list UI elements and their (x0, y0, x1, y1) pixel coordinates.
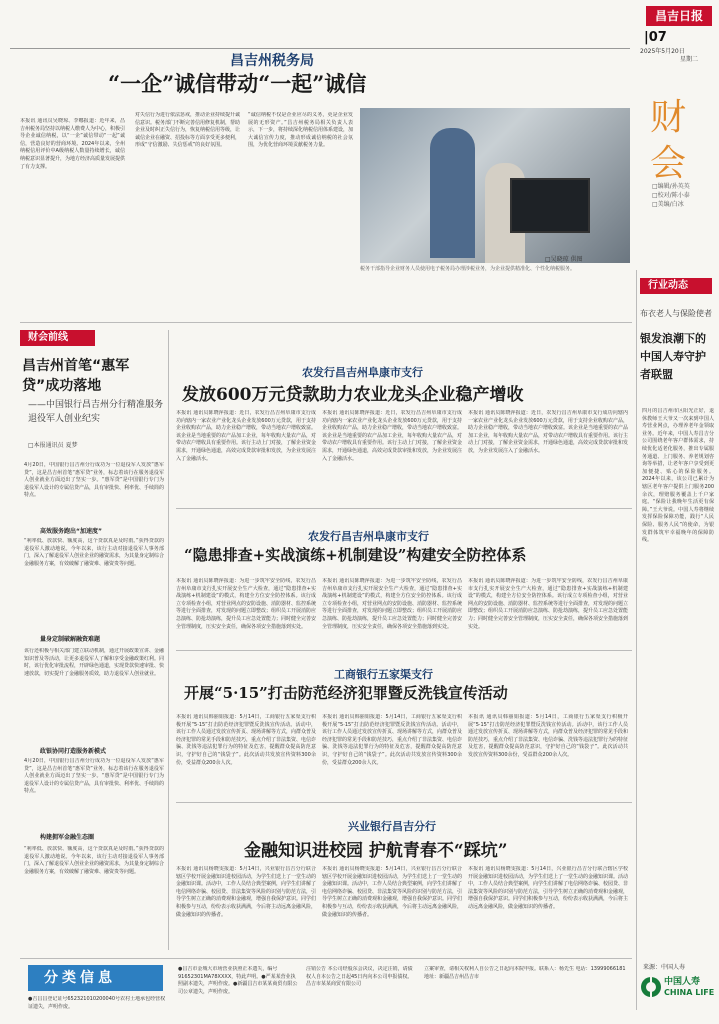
left-article-subtitle: ——中国银行昌吉州分行精准服务退役军人创业纪实 (28, 400, 164, 424)
top-article-source: 昌吉州税务局 (230, 53, 314, 69)
article4-col1: 本报讯 通讯员韩丽娟报道：5月14日，工商银行五家渠支行积极开展“5·15”打击防范经济犯罪暨反洗钱宣传活动。活动中，该行工作人员通过发放宣传折页、现场讲解等方式，向群众普及经济犯罪的常见手段和防范技巧，重点介绍了非法集资、电信诈骗、洗钱等违法犯罪行为的特征及危害，提醒群众提高防范意识，守护好自己的“钱袋子”。此次活动共发放宣传资料300余份，受益群众200余人次。 (176, 714, 316, 766)
issue-weekday: 星期二 (680, 56, 699, 63)
photo-person-standing (430, 128, 475, 258)
left-article-body2: “利率低、放款快、额度高，这个贷款真是及时雨。”获得贷款的退役军人激动地说。今年以来，该行主动对接退役军人事务部门，深入了解退役军人创业企业的融资需求，为其量身定制综合金融服务方案，有效破解了融资难、融资贵等问题。 (24, 538, 164, 567)
divider (176, 650, 632, 651)
china-life-logo (640, 970, 716, 1012)
top-article-title: “一企”诚信带动“一起”诚信 (108, 71, 367, 96)
classified-col2: ●昌吉市金城大市场营业执照正本遗失，编号91652301MA78XXXX，特此声明。●严某某营业执照副本遗失，声明作废。●新疆昌吉市某某商贸有限公司公章遗失，声明作废。 (178, 966, 298, 995)
article3-col3: 本报讯 通讯员陈晓萍报道：为进一步筑牢安全防线，农发行昌吉州阜康市支行扎实开展安全生产大检查，通过“隐患排查+实战演练+机制建设”的模式，构建全方位安全防控体系。该行成立专项检查小组，对营业网点的安防设施、消防器材、监控系统等进行全面排查，对发现的问题立即整改；组织员工开展消防应急演练、防抢劫演练，提升员工应急处置能力；同时健全完善安全管理制度，压实安全责任，确保各项安全措施落到实处。 (468, 578, 628, 630)
article5-col2: 本报讯 通讯员杨晓雯报道：5月14日，兴业银行昌吉分行联合辖区学校开展金融知识进校园活动，为学生们送上了一堂生动的金融知识课。活动中，工作人员结合典型案例，向学生们讲解了电信网络诈骗、校园贷、非法集资等风险的识别与防范方法，引导学生树立正确的消费观和金融观，增强自我保护意识。同学们积极参与互动，纷纷表示收获满满，今后将主动远离金融风险，做金融知识的传播者。 (322, 866, 462, 918)
article3-source: 农发行昌吉州阜康市支行 (308, 530, 429, 543)
article5-title: 金融知识进校园 护航青春不“踩坑” (244, 841, 508, 861)
top-article-photo (360, 108, 630, 263)
article4-title: 开展“5·15”打击防范经济犯罪暨反洗钱宣传活动 (184, 684, 508, 702)
left-article-head2: 量身定制破解融资难题 (40, 636, 101, 643)
divider (20, 322, 632, 323)
article3-col2: 本报讯 通讯员陈晓萍报道：为进一步筑牢安全防线，农发行昌吉州阜康市支行扎实开展安全生产大检查，通过“隐患排查+实战演练+机制建设”的模式，构建全方位安全防控体系。该行成立专项检查小组，对营业网点的安防设施、消防器材、监控系统等进行全面排查，对发现的问题立即整改；组织员工开展消防应急演练、防抢劫演练，提升员工应急处置能力；同时健全完善安全管理制度，压实安全责任，确保各项安全措施落到实处。 (322, 578, 462, 630)
classified-col3: 注销公告 本公司经股东会决议，决定注销，请债权人自本公告之日起45日内向本公司申报债权。昌吉市某某商贸有限公司 (306, 966, 413, 987)
photo-caption: 税务干部指导企业财务人员使用电子税务局办理涉税业务，为企业提供精准化、个性化纳税服务。 (360, 266, 576, 272)
china-life-name-zh: 中国人寿 (664, 977, 701, 987)
left-article-body4: “利率低、放款快、额度高，这个贷款真是及时雨。”获得贷款的退役军人激动地说。今年以来，该行主动对接退役军人事务部门，深入了解退役军人创业企业的融资需求，为其量身定制综合金融服务方案，有效破解了融资难、融资贵等问题。 (24, 846, 164, 875)
header-rule (10, 48, 630, 49)
photo-monitor (510, 178, 590, 233)
right-article-source: 来源：中国人寿 (643, 964, 686, 971)
article2-col2: 本报讯 通讯员陈晓萍报道：近日，农发行昌吉州阜康市支行成功向辖内一家农业产业化龙头企业发放600万元贷款，用于支持企业收购农产品，助力企业稳产增收，带动当地农户增收致富。该企业是当地重要的农产品加工企业，每年收购大量农产品，对带动农户增收具有重要作用。该行主动上门对接，了解企业资金需求，开通绿色通道，高效完成贷款审批和发放，为企业发展注入了金融活水。 (322, 410, 462, 462)
left-article-body3b: 4月20日，中国银行昌吉州分行成功为一位退役军人发放“惠军贷”，这是昌吉州首笔“惠军贷”业务，标志着该行在服务退役军人创业就业方面迈出了坚实一步。“惠军贷”是中国银行专门为退役军人设计的专属信贷产品，具有审批快、利率优、手续简的特点。 (24, 758, 164, 795)
left-article-body3: 该行还积极与相关部门建立联动机制，通过开展政策宣讲、金融知识普及等活动，让更多退役军人了解和享受金融政策红利。同时，该行优化审批流程，开辟绿色通道，实现贷款快速审批、快速放款，切实提升了金融服务质效，助力退役军人创业就业。 (24, 648, 164, 677)
article4-col2: 本报讯 通讯员韩丽娟报道：5月14日，工商银行五家渠支行积极开展“5·15”打击防范经济犯罪暨反洗钱宣传活动。活动中，该行工作人员通过发放宣传折页、现场讲解等方式，向群众普及经济犯罪的常见手段和防范技巧，重点介绍了非法集资、电信诈骗、洗钱等违法犯罪行为的特征及危害，提醒群众提高防范意识，守护好自己的“钱袋子”。此次活动共发放宣传资料300余份，受益群众200余人次。 (322, 714, 462, 766)
top-article-col1: 本报讯 通讯员吴晓琼、李娜报道：近年来，昌吉州税务局坚持以纳税人缴费人为中心，积极引导企业诚信纳税，以“一企”诚信带动“一起”诚信，营造良好的营商环境。2024年以来，全州纳税信用评价中A级纳税人数量持续增长，诚信纳税意识显著提升，为地方经济高质量发展提供了有力支撑。 (20, 118, 125, 170)
newspaper-logo: 昌吉日报 (646, 6, 712, 26)
industry-news-tag: 行业动态 (640, 278, 712, 294)
page-number: |07 (644, 30, 667, 45)
left-article-byline: □本报通讯员 夏梦 (28, 442, 78, 449)
left-article-head1: 高效服务跑出“加速度” (40, 528, 102, 535)
article4-col3: 本报讯 通讯员韩丽娟报道：5月14日，工商银行五家渠支行积极开展“5·15”打击防范经济犯罪暨反洗钱宣传活动。活动中，该行工作人员通过发放宣传折页、现场讲解等方式，向群众普及经济犯罪的常见手段和防范技巧，重点介绍了非法集资、电信诈骗、洗钱等违法犯罪行为的特征及危害，提醒群众提高防范意识，守护好自己的“钱袋子”。此次活动共发放宣传资料300余份，受益群众200余人次。 (468, 714, 628, 758)
right-article-title: 银发浪潮下的中国人寿守护者联盟 (640, 332, 706, 381)
article5-col1: 本报讯 通讯员杨晓雯报道：5月14日，兴业银行昌吉分行联合辖区学校开展金融知识进校园活动，为学生们送上了一堂生动的金融知识课。活动中，工作人员结合典型案例，向学生们讲解了电信网络诈骗、校园贷、非法集资等风险的识别与防范方法，引导学生树立正确的消费观和金融观，增强自我保护意识。同学们积极参与互动，纷纷表示收获满满，今后将主动远离金融风险，做金融知识的传播者。 (176, 866, 316, 918)
top-article-col2: 对失信行为进行依法惩戒，推动企业持续提升诚信意识。税务部门不断完善信用修复机制，帮助企业及时纠正失信行为，恢复纳税信用等级，让诚信企业在融资、招投标等方面享受更多便利，形成“守信激励、失信惩戒”的良好氛围。 (135, 112, 240, 149)
classified-banner: 分类信息 (28, 965, 163, 991)
article5-source: 兴业银行昌吉分行 (348, 820, 436, 833)
top-article-col3: “诚信纳税不仅是企业应尽的义务，更是企业发展的无形资产。”昌吉州税务局相关负责人表示，下一步，将持续深化纳税信用体系建设，加大诚信宣传力度，推动形成诚信纳税的社会氛围，为优化营商环境贡献税务力量。 (248, 112, 353, 149)
divider (176, 802, 632, 803)
classified-col1: ●吉昌昌登记证号652321010200040号农村土地承包经营权证遗失，声明作废。 (28, 996, 166, 1010)
article2-source: 农发行昌吉州阜康市支行 (302, 366, 423, 379)
article2-title: 发放600万元贷款助力农业龙头企业稳产增收 (182, 385, 524, 405)
left-article-title: 昌吉州首笔“惠军贷”成功落地 (22, 358, 130, 394)
article4-source: 工商银行五家渠支行 (334, 668, 433, 681)
right-article-body: 四月的昌吉州市区阳光正好，退休教师王大爷又一次来到中国人寿营业网点，办理养老年金领取业务。近年来，中国人寿昌吉分公司围绕老年客户群体需求，持续优化适老化服务，推出专属服务通道、上门服务、养老规划咨询等举措，让老年客户享受到更加便捷、贴心的保险服务。2024年以来，该公司已累计为辖区老年客户提供上门服务200余次，理赔服务覆盖上千户家庭。“保险让我晚年生活更有保障。”王大爷说。中国人寿将继续发挥保险保障功能，践行“人民保险、服务人民”的使命，为银发群体筑牢幸福晚年的保障防线。 (642, 408, 714, 544)
right-article-kicker: 布衣老人与保险使者 (640, 309, 712, 318)
photo-credit: □吴晓琼 供图 (545, 256, 583, 263)
finance-frontline-tag: 财会前线 (20, 330, 95, 346)
divider (176, 508, 632, 509)
column-divider (636, 270, 637, 1010)
article2-col3: 本报讯 通讯员陈晓萍报道：近日，农发行昌吉州阜康市支行成功向辖内一家农业产业化龙头企业发放600万元贷款，用于支持企业收购农产品，助力企业稳产增收，带动当地农户增收致富。该企业是当地重要的农产品加工企业，每年收购大量农产品，对带动农户增收具有重要作用。该行主动上门对接，了解企业资金需求，开通绿色通道，高效完成贷款审批和发放，为企业发展注入了金融活水。 (468, 410, 628, 454)
article2-col1: 本报讯 通讯员陈晓萍报道：近日，农发行昌吉州阜康市支行成功向辖内一家农业产业化龙头企业发放600万元贷款，用于支持企业收购农产品，助力企业稳产增收，带动当地农户增收致富。该企业是当地重要的农产品加工企业，每年收购大量农产品，对带动农户增收具有重要作用。该行主动上门对接，了解企业资金需求，开通绿色通道，高效完成贷款审批和发放，为企业发展注入了金融活水。 (176, 410, 316, 462)
column-divider (168, 330, 169, 950)
section-title: 财会 (650, 97, 687, 184)
article5-col3: 本报讯 通讯员杨晓雯报道：5月14日，兴业银行昌吉分行联合辖区学校开展金融知识进校园活动，为学生们送上了一堂生动的金融知识课。活动中，工作人员结合典型案例，向学生们讲解了电信网络诈骗、校园贷、非法集资等风险的识别与防范方法，引导学生树立正确的消费观和金融观，增强自我保护意识。同学们积极参与互动，纷纷表示收获满满，今后将主动远离金融风险，做金融知识的传播者。 (468, 866, 628, 910)
china-life-name-en: CHINA LIFE (664, 988, 715, 997)
left-article-body1: 4月20日，中国银行昌吉州分行成功为一位退役军人发放“惠军贷”，这是昌吉州首笔“惠军贷”业务，标志着该行在服务退役军人创业就业方面迈出了坚实一步。“惠军贷”是中国银行专门为退役军人设计的专属信贷产品，具有审批快、利率优、手续简的特点。 (24, 462, 164, 499)
issue-date: 2025年5月20日 (640, 48, 685, 55)
china-life-emblem-icon (640, 976, 662, 998)
editor-credits: □编辑/孙英英 □校对/陈小泰 □美编/白冰 (652, 183, 690, 208)
classified-col4: 立案审查，请相关权利人自公告之日起向本院申报。联系人：杨先生 电话：13999066181 地址：新疆昌吉州昌吉市 (424, 966, 626, 980)
article3-col1: 本报讯 通讯员陈晓萍报道：为进一步筑牢安全防线，农发行昌吉州阜康市支行扎实开展安全生产大检查，通过“隐患排查+实战演练+机制建设”的模式，构建全方位安全防控体系。该行成立专项检查小组，对营业网点的安防设施、消防器材、监控系统等进行全面排查，对发现的问题立即整改；组织员工开展消防应急演练、防抢劫演练，提升员工应急处置能力；同时健全完善安全管理制度，压实安全责任，确保各项安全措施落到实处。 (176, 578, 316, 630)
divider (20, 958, 632, 959)
left-article-head4: 构建拥军金融生态圈 (40, 834, 95, 841)
left-article-head3: 政银协同打造服务新模式 (40, 748, 107, 755)
article3-title: “隐患排查+实战演练+机制建设”构建安全防控体系 (184, 546, 527, 564)
